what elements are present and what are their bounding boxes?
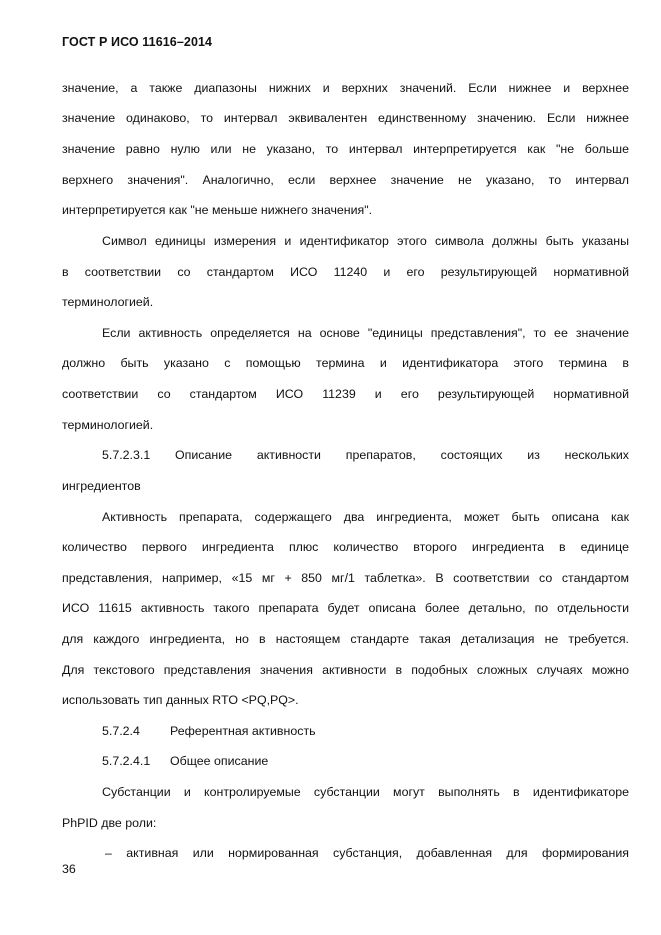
section-heading <box>102 723 629 739</box>
text-line: верхнего значения". Аналогично, если верхнее значение не указано, то интервал <box>62 173 629 187</box>
text-line: PhPID две роли: <box>62 816 157 830</box>
text-line: для каждого ингредиента, но в настоящем стандарте такая детализация не требуется. <box>62 632 629 646</box>
text-line: Для текстового представления значения активности в подобных сложных случаях можно <box>62 663 629 677</box>
text-line: Если активность определяется на основе "единицы представления", то ее значение <box>102 326 629 340</box>
section-heading: 5.7.2.3.1 Описание активности препаратов, состоящих из нескольких <box>102 448 629 462</box>
section-number: 5.7.2.4.1 <box>102 754 151 768</box>
text-line: терминологией. <box>62 418 154 432</box>
text-line: ИСО 11615 активность такого препарата будет описана более детально, по отдельности <box>62 601 629 615</box>
text-line: Активность препарата, содержащего два ингредиента, может быть описана как <box>102 510 629 524</box>
text-line: интерпретируется как "не меньше нижнего значения". <box>62 203 373 217</box>
text-line: представления, например, «15 мг + 850 мг/1 таблетка». В соответствии со стандартом <box>62 571 629 585</box>
section-title: Референтная активность <box>170 724 316 738</box>
text-line: должно быть указано с помощью термина и идентификатора этого термина в <box>62 356 629 370</box>
text-line: Субстанции и контролируемые субстанции могут выполнять в идентификаторе <box>102 785 629 799</box>
text-line: количество первого ингредиента плюс количество второго ингредиента в единице <box>62 540 629 554</box>
text-line: значение, а также диапазоны нижних и верхних значений. Если нижнее и верхнее <box>62 81 629 95</box>
text-line: Символ единицы измерения и идентификатор этого символа должны быть указаны <box>102 234 629 248</box>
page-number: 36 <box>62 862 76 876</box>
text-line: значение равно нулю или не указано, то интервал интерпретируется как "не больше <box>62 142 629 156</box>
list-item: – активная или нормированная субстанция, добавленная для формирования <box>105 846 629 860</box>
text-line: в соответствии со стандартом ИСО 11240 и его результирующей нормативной <box>62 265 629 279</box>
text-line: соответствии со стандартом ИСО 11239 и его результирующей нормативной <box>62 387 629 401</box>
document-header: ГОСТ Р ИСО 11616–2014 <box>62 35 213 49</box>
section-title: Общее описание <box>170 754 269 768</box>
text-line: значение одинаково, то интервал эквивалентен единственному значению. Если нижнее <box>62 111 629 125</box>
section-heading <box>102 753 629 769</box>
section-heading: ингредиентов <box>62 479 141 493</box>
section-number: 5.7.2.4 <box>102 724 140 738</box>
text-line: использовать тип данных RTO <PQ,PQ>. <box>62 693 299 707</box>
text-line: терминологией. <box>62 295 154 309</box>
